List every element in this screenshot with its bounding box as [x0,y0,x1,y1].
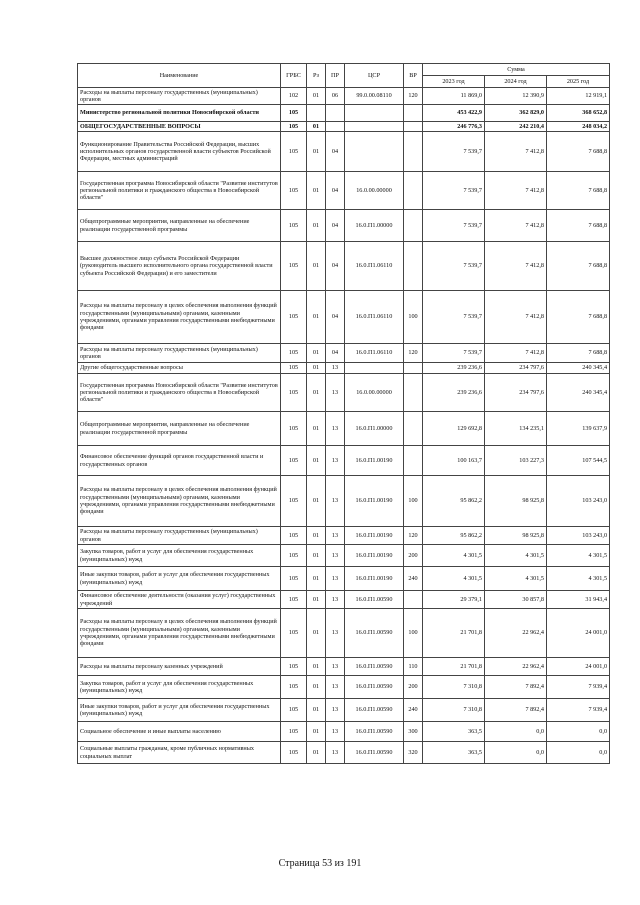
row-csr: 16.0.00.00000 [345,172,404,210]
row-vr: 120 [404,527,423,545]
row-pr: 13 [326,476,345,527]
row-grbs: 105 [281,363,307,374]
row-pr: 13 [326,374,345,412]
row-vr [404,242,423,291]
row-rz: 01 [307,722,326,742]
row-grbs: 105 [281,132,307,172]
row-value-2024: 103 227,3 [485,446,547,476]
row-name: Государственная программа Новосибирской области "Развитие институтов региональной политики и гражданского общества в Новосибирской области" [78,172,281,210]
row-grbs: 105 [281,476,307,527]
row-value-2024: 134 235,1 [485,412,547,446]
row-grbs: 105 [281,722,307,742]
row-value-2024: 98 925,8 [485,476,547,527]
row-value-2025: 31 943,4 [547,591,610,609]
row-value-2024: 4 301,5 [485,567,547,591]
row-value-2025: 7 688,8 [547,344,610,363]
row-value-2025: 7 939,4 [547,676,610,699]
row-csr: 16.0.П1.00190 [345,446,404,476]
row-pr [326,105,345,122]
row-value-2023: 29 379,1 [423,591,485,609]
row-value-2024: 12 390,9 [485,88,547,105]
header-sum: Сумма [423,64,610,76]
row-value-2025: 248 034,2 [547,122,610,132]
row-vr [404,363,423,374]
table-row [78,291,610,344]
row-csr: 16.0.П1.00590 [345,699,404,722]
row-csr [345,132,404,172]
row-value-2023: 95 862,2 [423,476,485,527]
row-value-2025: 103 243,0 [547,527,610,545]
row-csr: 16.0.П1.00190 [345,567,404,591]
row-vr: 110 [404,658,423,676]
row-rz: 01 [307,344,326,363]
row-value-2024: 4 301,5 [485,545,547,567]
row-value-2023: 7 539,7 [423,291,485,344]
row-value-2023: 95 862,2 [423,527,485,545]
row-value-2024: 22 962,4 [485,609,547,658]
row-value-2023: 363,5 [423,722,485,742]
row-value-2025: 240 345,4 [547,363,610,374]
row-name: Расходы на выплаты персоналу в целях обеспечения выполнения функций государственными (муниципальными) органами, казенными учреждениями, органами управления государственными внебюджетными фондами [78,609,281,658]
row-name: Социальное обеспечение и иные выплаты населению [78,722,281,742]
table-row [78,88,610,105]
row-pr: 13 [326,722,345,742]
row-name: Расходы на выплаты персоналу государственных (муниципальных) органов [78,527,281,545]
row-vr: 240 [404,699,423,722]
row-name: Функционирование Правительства Российской Федерации, высших исполнительных органов государственной власти субъектов Российской Федерации, местных администраций [78,132,281,172]
row-rz: 01 [307,374,326,412]
row-csr: 16.0.П1.06110 [345,242,404,291]
row-value-2025: 7 688,8 [547,291,610,344]
row-rz: 01 [307,676,326,699]
row-grbs: 105 [281,658,307,676]
row-csr: 16.0.П1.06110 [345,344,404,363]
row-rz: 01 [307,699,326,722]
table-row [78,242,610,291]
row-value-2024: 7 892,4 [485,676,547,699]
row-csr: 16.0.П1.00590 [345,591,404,609]
row-value-2024: 7 412,8 [485,291,547,344]
row-value-2023: 453 422,9 [423,105,485,122]
row-name: Расходы на выплаты персоналу в целях обеспечения выполнения функций государственными (муниципальными) органами, казенными учреждениями, органами управления государственными внебюджетными фондами [78,476,281,527]
row-value-2025: 24 001,0 [547,658,610,676]
table-row [78,210,610,242]
row-value-2025: 0,0 [547,742,610,764]
header-pr: ПР [326,64,345,88]
row-grbs: 105 [281,545,307,567]
row-csr [345,105,404,122]
row-value-2024: 7 412,8 [485,242,547,291]
row-pr: 04 [326,291,345,344]
row-vr: 100 [404,609,423,658]
row-value-2024: 7 412,8 [485,172,547,210]
header-year-2025: 2025 год [547,76,610,88]
table-row [78,567,610,591]
row-value-2024: 0,0 [485,722,547,742]
row-csr: 16.0.00.00000 [345,374,404,412]
row-value-2025: 103 243,0 [547,476,610,527]
row-csr: 16.0.П1.00590 [345,722,404,742]
row-csr: 16.0.П1.06110 [345,291,404,344]
row-pr: 13 [326,609,345,658]
row-vr [404,412,423,446]
row-pr [326,122,345,132]
row-pr: 13 [326,699,345,722]
row-grbs: 105 [281,210,307,242]
row-name: Общепрограммные мероприятия, направленные на обеспечение реализации государственной программы [78,412,281,446]
row-value-2025: 240 345,4 [547,374,610,412]
row-grbs: 105 [281,527,307,545]
row-rz: 01 [307,545,326,567]
page-number: Страница 53 из 191 [278,858,362,869]
row-grbs: 105 [281,374,307,412]
row-grbs: 105 [281,742,307,764]
row-grbs: 105 [281,105,307,122]
row-value-2024: 98 925,8 [485,527,547,545]
row-value-2025: 7 939,4 [547,699,610,722]
row-name: Финансовое обеспечение функций органов государственной власти и государственных органов [78,446,281,476]
row-value-2023: 129 692,8 [423,412,485,446]
row-value-2023: 7 310,8 [423,699,485,722]
row-value-2024: 0,0 [485,742,547,764]
row-rz: 01 [307,742,326,764]
row-rz: 01 [307,527,326,545]
row-rz: 01 [307,412,326,446]
table-row [78,172,610,210]
row-value-2024: 7 412,8 [485,344,547,363]
row-value-2023: 7 539,7 [423,242,485,291]
header-year-2024: 2024 год [485,76,547,88]
row-pr: 04 [326,132,345,172]
row-vr [404,105,423,122]
table-row [78,446,610,476]
row-pr: 13 [326,676,345,699]
row-vr: 100 [404,291,423,344]
row-rz: 01 [307,122,326,132]
row-value-2024: 362 829,0 [485,105,547,122]
row-pr: 13 [326,658,345,676]
table-row [78,699,610,722]
row-vr: 100 [404,476,423,527]
row-name: Министерство региональной политики Новосибирской области [78,105,281,122]
row-name: Высшее должностное лицо субъекта Российской Федерации (руководитель высшего исполнительного органа государственной власти субъекта Российской Федерации) и его заместители [78,242,281,291]
row-rz: 01 [307,88,326,105]
row-value-2024: 7 412,8 [485,132,547,172]
row-value-2025: 24 001,0 [547,609,610,658]
row-pr: 13 [326,742,345,764]
table-row [78,742,610,764]
table-body [78,88,610,764]
header-grbs: ГРБС [281,64,307,88]
row-name: Социальные выплаты гражданам, кроме публичных нормативных социальных выплат [78,742,281,764]
table-row [78,591,610,609]
row-value-2025: 7 688,8 [547,210,610,242]
table-row [78,363,610,374]
row-value-2023: 7 310,8 [423,676,485,699]
row-csr: 16.0.П1.00000 [345,210,404,242]
table-row [78,344,610,363]
table-row [78,609,610,658]
row-value-2023: 239 236,6 [423,374,485,412]
row-rz: 01 [307,291,326,344]
row-grbs: 102 [281,88,307,105]
row-value-2024: 7 892,4 [485,699,547,722]
row-value-2025: 139 637,9 [547,412,610,446]
row-name: Финансовое обеспечение деятельности (оказания услуг) государственных учреждений [78,591,281,609]
row-grbs: 105 [281,344,307,363]
row-pr: 04 [326,210,345,242]
row-csr: 16.0.П1.00190 [345,545,404,567]
table-row [78,722,610,742]
row-rz: 01 [307,591,326,609]
row-vr [404,132,423,172]
row-name: Иные закупки товаров, работ и услуг для обеспечения государственных (муниципальных) нужд [78,699,281,722]
table-row [78,676,610,699]
table-row [78,122,610,132]
row-rz: 01 [307,210,326,242]
row-value-2023: 21 701,8 [423,609,485,658]
row-vr: 120 [404,344,423,363]
row-pr: 13 [326,545,345,567]
row-vr: 200 [404,545,423,567]
row-csr: 16.0.П1.00590 [345,676,404,699]
row-vr [404,591,423,609]
row-value-2023: 7 539,7 [423,344,485,363]
row-value-2024: 30 857,8 [485,591,547,609]
header-name: Наименование [78,64,281,88]
row-pr: 13 [326,567,345,591]
row-grbs: 105 [281,242,307,291]
row-pr: 13 [326,527,345,545]
row-grbs: 105 [281,609,307,658]
table-row [78,658,610,676]
row-rz [307,105,326,122]
row-csr: 16.0.П1.00590 [345,609,404,658]
row-csr: 16.0.П1.00190 [345,476,404,527]
budget-table [77,63,610,764]
row-value-2025: 368 652,8 [547,105,610,122]
row-value-2023: 4 301,5 [423,567,485,591]
row-value-2025: 7 688,8 [547,132,610,172]
row-vr: 300 [404,722,423,742]
row-vr: 320 [404,742,423,764]
row-pr: 06 [326,88,345,105]
row-csr: 99.0.00.08110 [345,88,404,105]
row-vr [404,122,423,132]
row-grbs: 105 [281,446,307,476]
header-csr: ЦСР [345,64,404,88]
row-grbs: 105 [281,412,307,446]
row-rz: 01 [307,658,326,676]
row-name: Государственная программа Новосибирской области "Развитие институтов региональной политики и гражданского общества в Новосибирской области" [78,374,281,412]
row-pr: 04 [326,172,345,210]
row-rz: 01 [307,476,326,527]
row-value-2023: 100 163,7 [423,446,485,476]
row-vr: 240 [404,567,423,591]
table-row [78,527,610,545]
row-pr: 04 [326,344,345,363]
row-csr: 16.0.П1.00590 [345,658,404,676]
row-csr: 16.0.П1.00000 [345,412,404,446]
row-name: Иные закупки товаров, работ и услуг для обеспечения государственных (муниципальных) нужд [78,567,281,591]
row-value-2024: 234 797,6 [485,363,547,374]
row-value-2025: 4 301,5 [547,545,610,567]
table-row [78,132,610,172]
row-pr: 13 [326,446,345,476]
table-row [78,374,610,412]
row-value-2023: 11 869,0 [423,88,485,105]
row-grbs: 105 [281,676,307,699]
row-vr: 120 [404,88,423,105]
row-value-2025: 7 688,8 [547,242,610,291]
row-value-2024: 7 412,8 [485,210,547,242]
row-name: Расходы на выплаты персоналу государственных (муниципальных) органов [78,88,281,105]
row-grbs: 105 [281,699,307,722]
row-name: Закупка товаров, работ и услуг для обеспечения государственных (муниципальных) нужд [78,545,281,567]
row-name: Расходы на выплаты персоналу казенных учреждений [78,658,281,676]
table-row [78,476,610,527]
row-value-2025: 107 544,5 [547,446,610,476]
row-value-2024: 234 797,6 [485,374,547,412]
row-rz: 01 [307,132,326,172]
row-value-2024: 22 962,4 [485,658,547,676]
row-value-2025: 4 301,5 [547,567,610,591]
row-pr: 04 [326,242,345,291]
row-value-2023: 21 701,8 [423,658,485,676]
row-name: Общепрограммные мероприятия, направленные на обеспечение реализации государственной программы [78,210,281,242]
row-value-2024: 242 210,4 [485,122,547,132]
header-year-2023: 2023 год [423,76,485,88]
row-pr: 13 [326,412,345,446]
row-value-2025: 12 919,1 [547,88,610,105]
row-csr [345,363,404,374]
row-grbs: 105 [281,172,307,210]
row-name: ОБЩЕГОСУДАРСТВЕННЫЕ ВОПРОСЫ [78,122,281,132]
row-rz: 01 [307,242,326,291]
row-value-2023: 7 539,7 [423,172,485,210]
row-rz: 01 [307,446,326,476]
row-rz: 01 [307,363,326,374]
row-grbs: 105 [281,291,307,344]
row-csr: 16.0.П1.00190 [345,527,404,545]
row-pr: 13 [326,591,345,609]
row-name: Другие общегосударственные вопросы [78,363,281,374]
row-value-2023: 239 236,6 [423,363,485,374]
row-name: Закупка товаров, работ и услуг для обеспечения государственных (муниципальных) нужд [78,676,281,699]
row-csr [345,122,404,132]
table-row [78,105,610,122]
row-value-2025: 0,0 [547,722,610,742]
row-vr [404,374,423,412]
row-value-2023: 4 301,5 [423,545,485,567]
row-value-2023: 363,5 [423,742,485,764]
row-rz: 01 [307,609,326,658]
row-vr: 200 [404,676,423,699]
row-value-2023: 246 776,3 [423,122,485,132]
row-value-2025: 7 688,8 [547,172,610,210]
row-value-2023: 7 539,7 [423,210,485,242]
row-vr [404,210,423,242]
row-csr: 16.0.П1.00590 [345,742,404,764]
row-rz: 01 [307,567,326,591]
row-grbs: 105 [281,567,307,591]
header-vr: ВР [404,64,423,88]
row-value-2023: 7 539,7 [423,132,485,172]
row-rz: 01 [307,172,326,210]
row-grbs: 105 [281,122,307,132]
table-row [78,545,610,567]
header-rz: Рз [307,64,326,88]
row-pr: 13 [326,363,345,374]
row-name: Расходы на выплаты персоналу в целях обеспечения выполнения функций государственными (муниципальными) органами, казенными учреждениями, органами управления государственными внебюджетными фондами [78,291,281,344]
row-vr [404,172,423,210]
row-grbs: 105 [281,591,307,609]
table-row [78,412,610,446]
row-name: Расходы на выплаты персоналу государственных (муниципальных) органов [78,344,281,363]
row-vr [404,446,423,476]
